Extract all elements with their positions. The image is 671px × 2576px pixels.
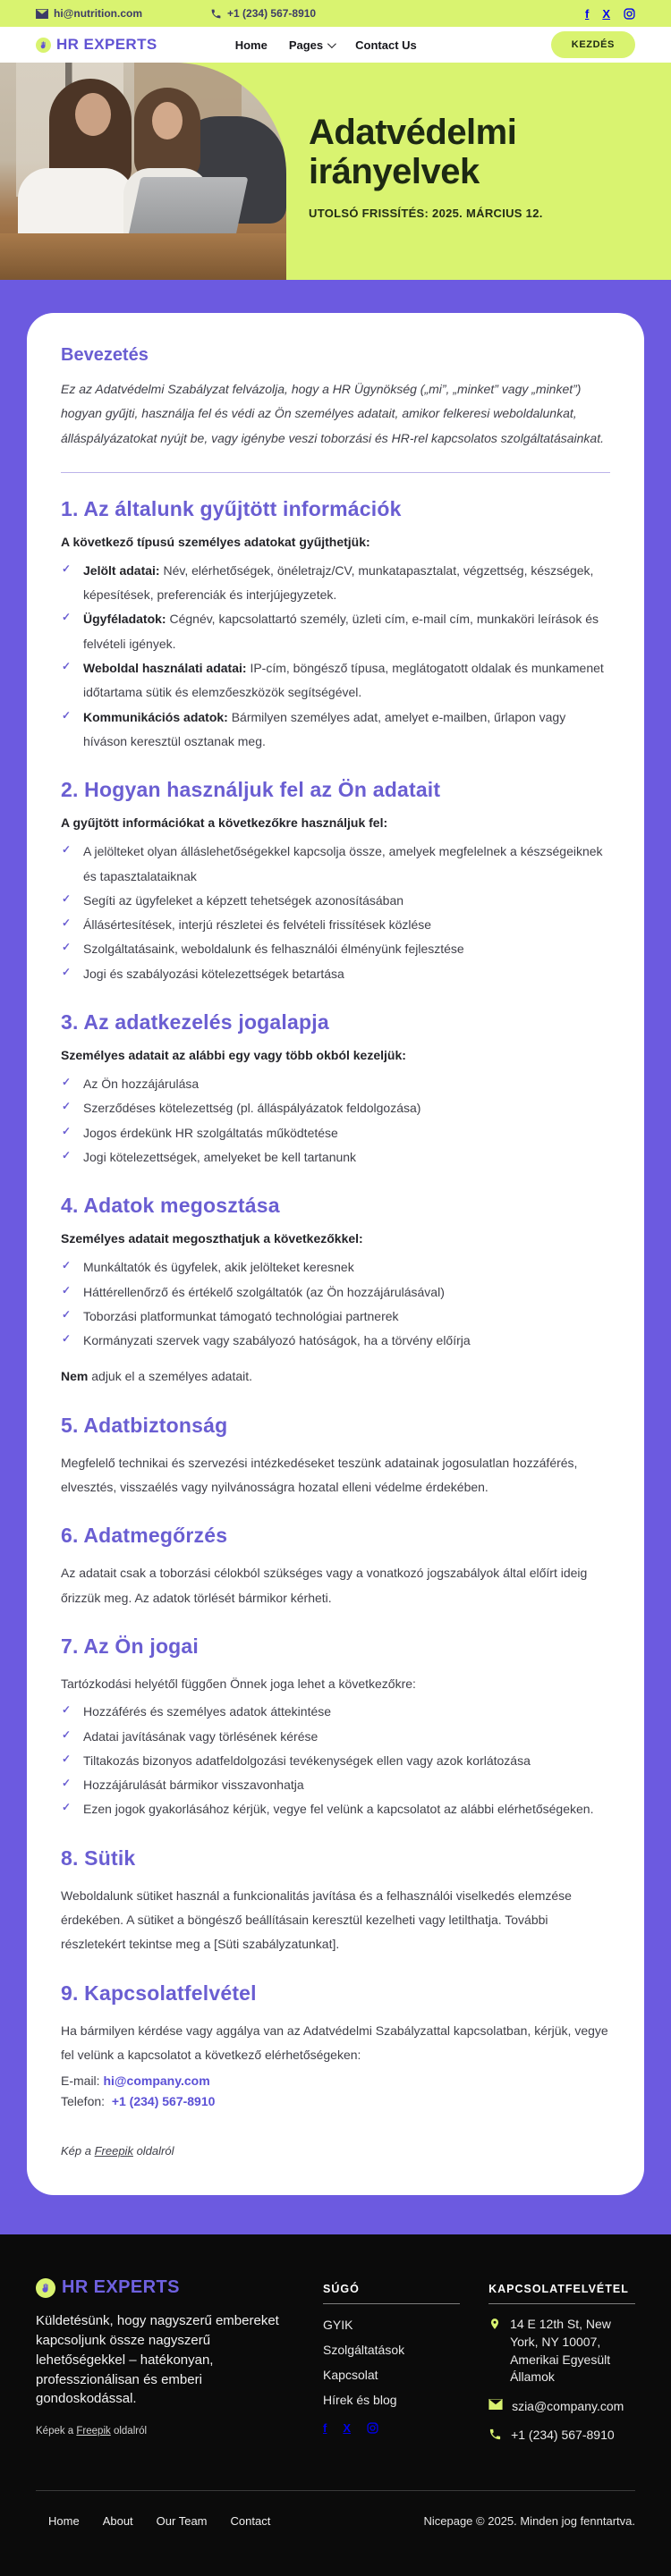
nav-item-home[interactable] [235,38,268,52]
check-item: ✓ Tiltakozás bizonyos adatfeldolgozási tevékenységek ellen vagy azok korlátozása [61,1749,610,1773]
check-icon: ✓ [62,708,72,722]
check-icon: ✓ [62,611,72,624]
section-paragraph: Ha bármilyen kérdése vagy aggálya van az Adatvédelmi Szabályzattal kapcsolatban, kérjük, vegye fel velünk a kapcsolatot a következő elérhetőségeken: [61,2023,608,2062]
hero-photo [0,63,286,280]
footer-phone-link[interactable]: +1 (234) 567-8910 [511,2428,615,2443]
envelope-icon [36,9,48,19]
footer-help-links [323,2316,460,2410]
hand-logo-icon [36,38,51,53]
section-paragraph: Megfelelő technikai és szervezési intézkedéseket teszünk adatainak jogosulatlan hozzáférés, elvesztés, visszaélés vagy nyilvánosságra hozatal elleni védelme érdekében. [61,1455,578,1495]
policy-section [61,1194,610,1389]
bullet-label: Kommunikációs adatok: [83,709,232,724]
check-icon: ✓ [62,965,72,978]
bullet-label: Ügyféladatok: [83,612,170,627]
check-item: ✓ Kormányzati szervek vagy szabályozó hatóságok, ha a törvény előírja [61,1329,610,1353]
contact-phone-line: Telefon: +1 (234) 567-8910 [61,2094,216,2109]
instagram-icon[interactable] [367,2422,378,2434]
check-item: ✓ Szolgáltatásaink, weboldalunk és felhasználói élményünk fejlesztése [61,937,610,961]
photo-person2-face-shape [152,102,183,139]
check-icon: ✓ [62,1148,72,1161]
contact-phone-link[interactable]: +1 (234) 567-8910 [111,2094,216,2109]
freepik-link[interactable]: Freepik [76,2426,111,2437]
check-item: ✓ A jelölteket olyan álláslehetőségekkel kapcsolja össze, amelyek megfelelnek a készségeiknek és tapasztalataiknak [61,840,610,889]
footer-link-gyik[interactable]: GYIK [323,2318,353,2333]
section-heading: 1. Az általunk gyűjtött információk [61,496,402,520]
check-item: ✓ Jogos érdekünk HR szolgáltatás működtetése [61,1121,610,1145]
check-list [61,1700,610,1821]
footer-address-text: 14 E 12th St, New York, NY 10007, Amerikai Egyesült Államok [510,2317,611,2385]
check-list [61,1255,610,1353]
check-item: ✓ Hozzájárulását bármikor visszavonhatja [61,1773,610,1797]
footer-mission: Küldetésünk, hogy nagyszerű embereket kapcsoljunk össze nagyszerű lehetőségekkel – hatékonyan, professzionálisan és emberi gondoskodással. [36,2313,279,2407]
check-icon: ✓ [62,941,72,954]
section-lead: A gyűjtött információkat a következőkre használjuk fel: [61,815,388,831]
article-sections [61,497,610,2112]
check-icon: ✓ [62,1801,72,1814]
check-icon: ✓ [62,562,72,575]
topbar [0,0,671,27]
topbar-phone[interactable] [210,7,316,20]
check-item: ✓ Jogi kötelezettségek, amelyeket be kell tartanunk [61,1145,610,1170]
policy-section [61,778,610,986]
check-list [61,840,610,986]
photo-laptop-shape [128,177,249,240]
copyright: Nicepage © 2025. Minden jog fenntartva. [423,2513,635,2528]
footer-link-item [323,2341,460,2360]
footer-bottom-nav [36,2514,270,2528]
section-heading: 5. Adatbiztonság [61,1413,228,1437]
hero-text-block [309,113,543,220]
policy-section [61,1010,610,1170]
footer-email[interactable] [488,2398,635,2416]
nav-item-pages[interactable] [289,38,334,52]
check-icon: ✓ [62,1076,72,1089]
section-paragraph: Az adatait csak a toborzási célokból szükséges vagy a vonatkozó jogszabályok által előírt ideig őrizzük meg. Az adatok törlését bármikor kérheti. [61,1566,588,1605]
intro-paragraph: Ez az Adatvédelmi Szabályzat felvázolja, hogy a HR Ügynökség („mi”, „minket” vagy „minket”) hogyan gyűjti, használja fel és védi az Ön személyes adatait, amikor felkeresi weboldalunkat, álláspályázatokat nyújt be, vagy igénybe veszi toborzási és HR-rel kapcsolatos szolgáltatásainkat. [61,382,604,445]
policy-section [61,1981,610,2113]
footer-email-link[interactable]: szia@company.com [512,2398,624,2413]
section-heading: 2. Hogyan használjuk fel az Ön adatait [61,778,441,802]
check-item: ✓ Jelölt adatai: Név, elérhetőségek, önéletrajz/CV, munkatapasztalat, végzettség, készségek, képesítések, preferenciák és interjújegyzetek. [61,559,610,608]
section-paragraph: Weboldalunk sütiket használ a funkcionalitás javítása és a felhasználói viselkedés elemzése érdekében. A sütiket a böngésző beállításain keresztül kezelheti vagy letilthatja. További részletekért tekintse meg a [Süti szabályzatunkat]. [61,1888,572,1952]
envelope-icon [488,2399,503,2410]
footer-image-credit: Képek a Freepik oldalról [36,2426,148,2437]
chevron-down-icon [327,39,336,48]
image-credit: Kép a Freepik oldalról [61,2144,174,2158]
check-item: ✓ Weboldal használati adatai: IP-cím, böngésző típusa, meglátogatott oldalak és munkamenet időtartama sütik és elemzőeszközök segítségével. [61,656,610,705]
check-icon: ✓ [62,1752,72,1765]
check-icon: ✓ [62,843,72,857]
section-heading: 6. Adatmegőrzés [61,1524,228,1548]
footer-contact-title: KAPCSOLATFELVÉTEL [488,2277,635,2304]
section-heading: 9. Kapcsolatfelvétel [61,1981,257,2005]
footer-social [323,2422,460,2434]
page-title: Adatvédelmi irányelvek [309,113,517,191]
cta-button[interactable]: KEZDÉS [551,31,635,58]
footer-link-szolg-ltat-sok[interactable]: Szolgáltatások [323,2343,405,2358]
section-heading: 3. Az adatkezelés jogalapja [61,1010,329,1035]
check-item: ✓ Az Ön hozzájárulása [61,1072,610,1096]
nav-item-label: Pages [288,38,324,52]
footer-link-item [323,2316,460,2335]
main-nav [235,38,417,52]
check-item: ✓ Ezen jogok gyakorlásához kérjük, vegye fel velünk a kapcsolatot az alábbi elérhetőségeken. [61,1797,610,1821]
footer-logo[interactable] [36,2277,282,2298]
footer-link-item [323,2391,460,2410]
policy-section [61,1414,610,1500]
note-bold: Nem [61,1369,89,1384]
nav-item-label: Home [234,38,268,52]
footer-brand-name: HR EXPERTS [62,2277,180,2298]
footer-contact-column [488,2277,635,2456]
contact-email-line: E-mail: hi@company.com [61,2073,210,2089]
section-note: Nem adjuk el a személyes adatait. [61,1369,253,1384]
check-icon: ✓ [62,1307,72,1321]
check-item: ✓ Munkáltatók és ügyfelek, akik jelölteket keresnek [61,1255,610,1280]
footer-address [488,2316,635,2386]
check-item: ✓ Háttérellenőrző és értékelő szolgáltatók (az Ön hozzájárulásával) [61,1280,610,1305]
photo-person1-face-shape [75,93,111,136]
footer-link-kapcsolat[interactable]: Kapcsolat [323,2368,378,2383]
nav-item-contact-us[interactable] [355,38,417,52]
x-icon[interactable]: X [602,6,610,21]
map-pin-icon [488,2317,501,2331]
bullet-label: Weboldal használati adatai: [83,661,251,676]
check-icon: ✓ [62,1283,72,1296]
footer-phone[interactable] [488,2427,635,2445]
check-item: ✓ Adatai javításának vagy törlésének kérése [61,1725,610,1749]
footer-help-title: SÚGÓ [323,2277,460,2304]
check-icon: ✓ [62,1777,72,1790]
check-item: ✓ Jogi és szabályozási kötelezettségek betartása [61,962,610,986]
check-icon: ✓ [62,1124,72,1137]
footer-nav-about[interactable]: About [102,2513,133,2528]
policy-section [61,1634,610,1822]
policy-card [27,313,644,2195]
section-lead: Személyes adatait megoszthatjuk a következőkkel: [61,1231,363,1246]
section-lead: A következő típusú személyes adatokat gyűjthetjük: [61,534,370,549]
facebook-icon[interactable]: f [584,6,590,21]
topbar-phone-text: +1 (234) 567-8910 [227,7,317,20]
policy-section [61,497,610,754]
phone-icon [488,2428,502,2441]
brand-name: HR EXPERTS [56,36,157,53]
footer-nav-home[interactable]: Home [48,2513,80,2528]
check-icon: ✓ [62,1259,72,1272]
facebook-icon[interactable]: f [323,2421,327,2436]
intro-heading: Bevezetés [61,345,149,365]
hand-logo-icon [36,2278,55,2298]
site-header [0,27,671,63]
bullet-label: Jelölt adatai: [83,562,164,578]
section-heading: 4. Adatok megosztása [61,1194,280,1218]
policy-section [61,1524,610,1610]
last-updated-label: UTOLSÓ FRISSÍTÉS: 2025. MÁRCIUS 12. [309,207,543,220]
check-icon: ✓ [62,1100,72,1113]
footer-help-column [323,2277,460,2434]
topbar-email[interactable] [36,7,142,20]
check-icon: ✓ [62,891,72,905]
footer-nav-our-team[interactable]: Our Team [156,2513,208,2528]
check-item: ✓ Hozzáférés és személyes adatok áttekintése [61,1700,610,1724]
policy-section [61,1846,610,1957]
x-icon[interactable]: X [343,2421,352,2436]
photo-desk-shape [0,233,286,280]
footer-brand-column [36,2277,282,2437]
contact-email-link[interactable]: hi@company.com [103,2073,210,2089]
topbar-social [585,8,635,20]
section-heading: 7. Az Ön jogai [61,1634,200,1658]
check-icon: ✓ [62,916,72,930]
check-icon: ✓ [62,660,72,673]
topbar-email-text: hi@nutrition.com [54,7,143,20]
nav-item-label: Contact Us [355,38,417,52]
site-footer [0,2234,671,2576]
check-item: ✓ Ügyféladatok: Cégnév, kapcsolattartó személy, üzleti cím, e-mail cím, munkaköri leírások és felvételi igények. [61,607,610,656]
check-item: ✓ Állásértesítések, interjú részletei és felvételi frissítések közlése [61,913,610,937]
check-item: ✓ Kommunikációs adatok: Bármilyen személyes adat, amelyet e-mailben, űrlapon vagy híváson keresztül osztanak meg. [61,705,610,755]
check-item: ✓ Szerződéses kötelezettség (pl. álláspályázatok feldolgozása) [61,1096,610,1120]
section-heading: 8. Sütik [61,1845,136,1870]
section-lead: Személyes adatait az alábbi egy vagy több okból kezeljük: [61,1048,406,1063]
section-divider [61,472,610,473]
check-icon: ✓ [62,1727,72,1741]
instagram-icon[interactable] [624,8,635,20]
footer-nav-contact[interactable]: Contact [230,2513,271,2528]
check-item: ✓ Segíti az ügyfeleket a képzett tehetségek azonosításában [61,889,610,913]
phone-icon [210,8,222,20]
freepik-link[interactable]: Freepik [94,2144,133,2158]
main-section [0,280,671,2234]
footer-link-h-rek-s-blog[interactable]: Hírek és blog [323,2393,397,2408]
check-list [61,559,610,754]
footer-link-item [323,2366,460,2385]
check-icon: ✓ [62,1703,72,1717]
footer-bottom-bar [36,2491,635,2576]
section-paragraph: Tartózkodási helyétől függően Önnek joga lehet a következőkre: [61,1676,416,1691]
check-item: ✓ Toborzási platformunkat támogató technológiai partnerek [61,1305,610,1329]
check-list [61,1072,610,1170]
footer-columns [36,2277,635,2456]
check-icon: ✓ [62,1332,72,1346]
brand-logo[interactable] [36,36,157,54]
hero-section [0,63,671,280]
